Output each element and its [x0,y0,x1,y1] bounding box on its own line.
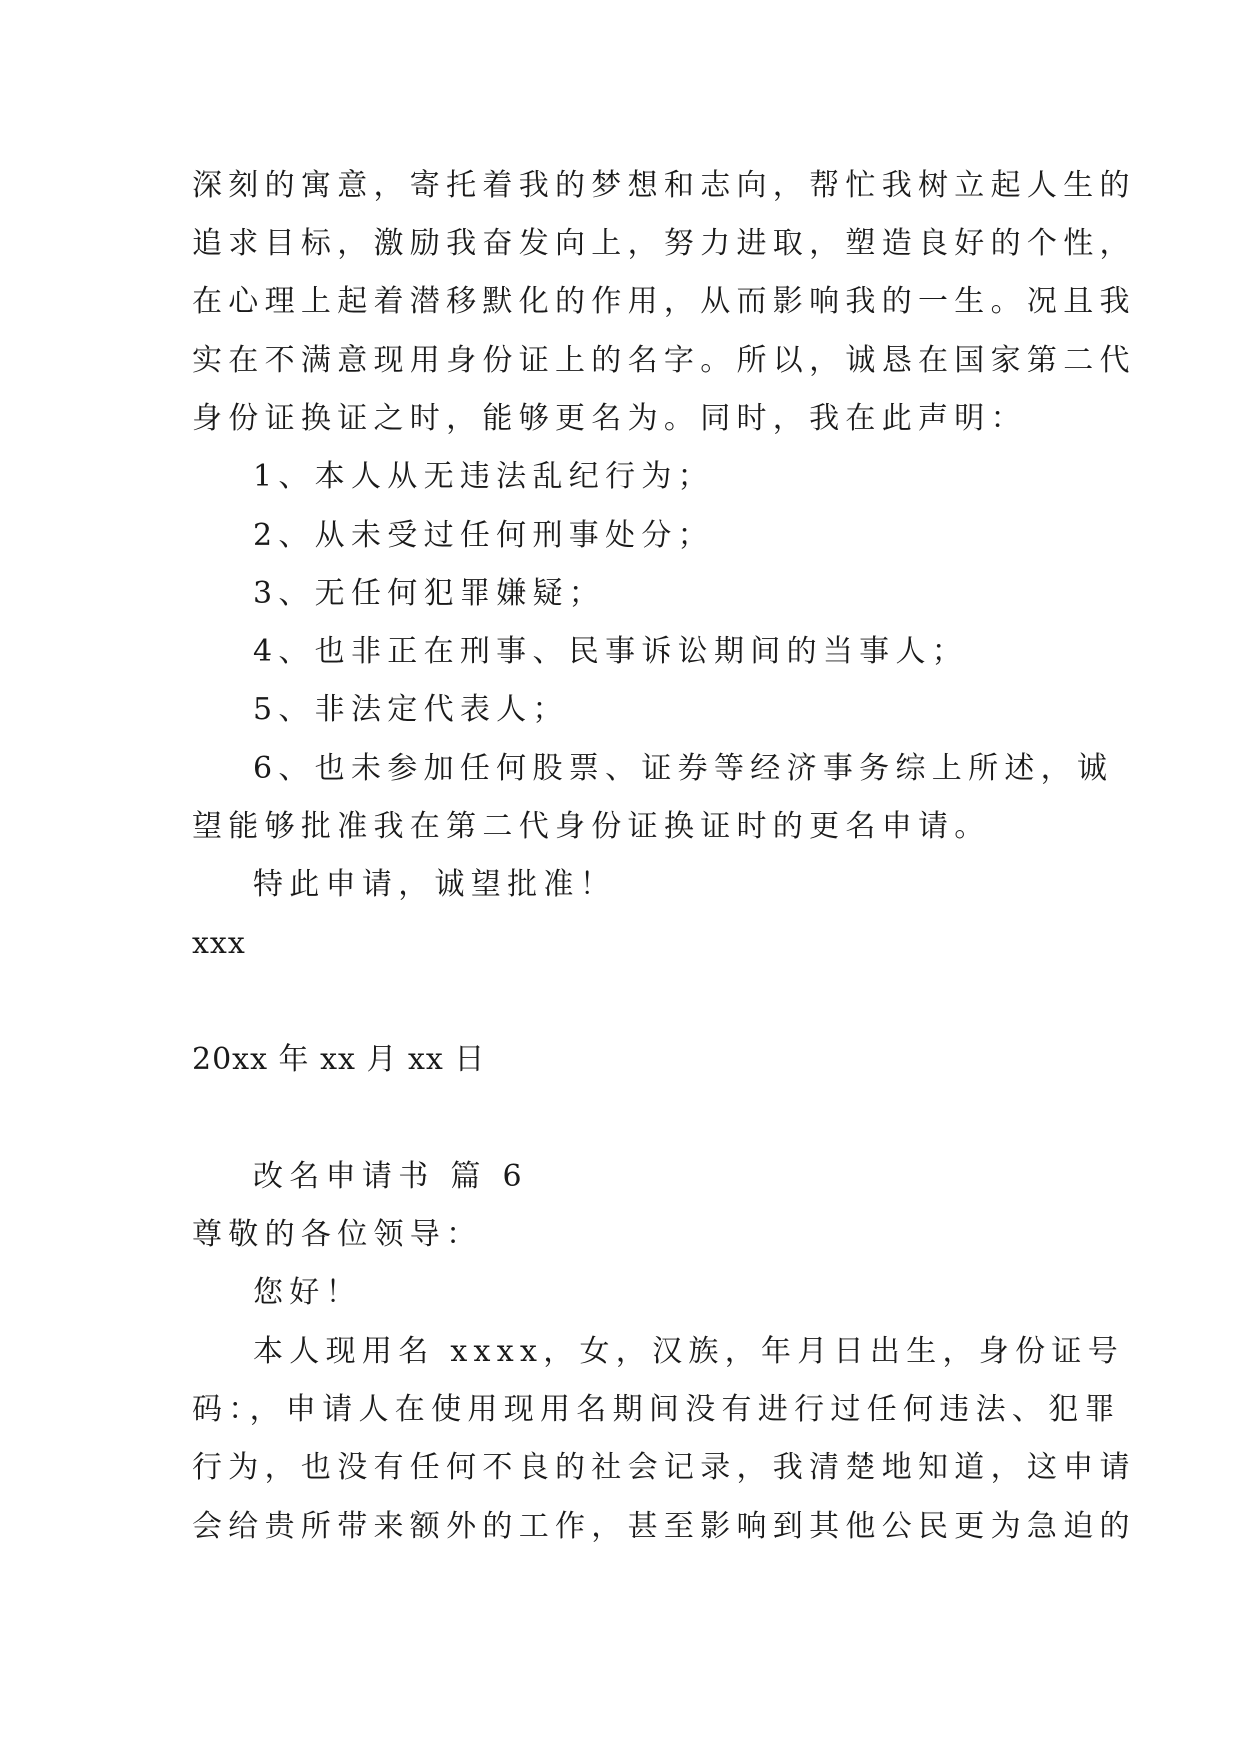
paragraph-line: 身份证换证之时，能够更名为。同时，我在此声明： [192,401,1027,436]
declaration-item: 4、也非正在刑事、民事诉讼期间的当事人； [253,634,969,669]
paragraph-line: 深刻的寓意，寄托着我的梦想和志向，帮忙我树立起人生的 [192,168,1136,203]
section-heading: 改名申请书 篇 6 [253,1159,528,1194]
signature: xxx [192,926,246,961]
body-line: 本人现用名 xxxx，女，汉族，年月日出生，身份证号 [253,1334,1125,1369]
body-line: 会给贵所带来额外的工作，甚至影响到其他公民更为急迫的 [192,1509,1136,1544]
declaration-continuation: 望能够批准我在第二代身份证换证时的更名申请。 [192,809,991,844]
greeting: 您好！ [253,1275,362,1310]
body-line: 行为，也没有任何不良的社会记录，我清楚地知道，这申请 [192,1450,1136,1485]
paragraph-line: 实在不满意现用身份证上的名字。所以，诚恳在国家第二代 [192,343,1136,378]
declaration-item: 6、也未参加任何股票、证券等经济事务综上所述，诚 [253,751,1114,786]
paragraph-line: 追求目标，激励我奋发向上，努力进取，塑造良好的个性， [192,226,1136,261]
paragraph-line: 在心理上起着潜移默化的作用，从而影响我的一生。况且我 [192,284,1136,319]
declaration-item: 2、从未受过任何刑事处分； [253,518,714,553]
declaration-item: 1、本人从无违法乱纪行为； [253,459,714,494]
declaration-item: 5、非法定代表人； [253,692,569,727]
declaration-item: 3、无任何犯罪嫌疑； [253,576,606,611]
body-line: 码：，申请人在使用现用名期间没有进行过任何违法、犯罪 [192,1392,1121,1427]
salutation: 尊敬的各位领导： [192,1217,483,1252]
date: 20xx 年 xx 月 xx 日 [192,1042,486,1077]
closing-text: 特此申请，诚望批准！ [253,867,616,902]
